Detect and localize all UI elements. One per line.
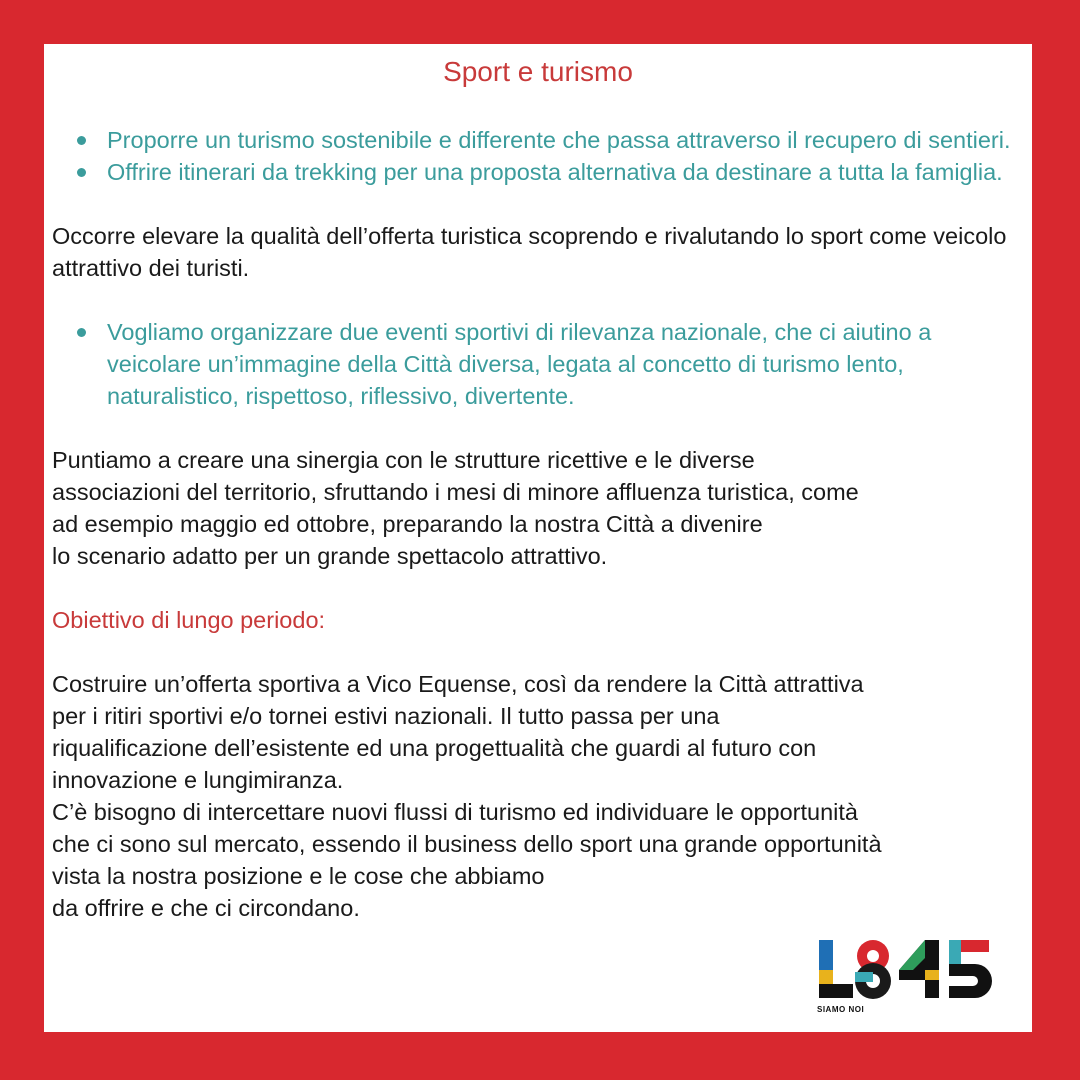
bullet-icon — [77, 328, 86, 337]
section-heading: Obiettivo di lungo periodo: — [52, 607, 326, 633]
list-item: Proporre un turismo sostenibile e differente che passa attraverso il recupero di sentieri. — [107, 124, 1027, 156]
paragraph-quality: Occorre elevare la qualità dell’offerta turistica scoprendo e rivalutando lo sport come veicolo attrattivo dei turisti. — [52, 223, 1007, 281]
paragraph-objective: Costruire un’offerta sportiva a Vico Equense, così da rendere la Città attrattiva per i ritiri sportivi e/o tornei estivi nazionali. Il tutto passa per una riqualificazione dell’esistente ed una progettualità che guardi al futuro con innovazione e lungimiranza. C’è bisogno di intercettare nuovi flussi di turismo ed individuare le opportunità che ci sono sul mercato, essendo il business dello sport una grande opportunità vista la nostra posizione e le cose che abbiamo da offrire e che ci circondano. — [52, 671, 882, 921]
list-item: Offrire itinerari da trekking per una proposta alternativa da destinare a tutta la famiglia. — [107, 156, 1027, 188]
main-content — [52, 124, 1027, 924]
logo-mark-icon — [815, 934, 1000, 1014]
page-title: Sport e turismo — [443, 56, 633, 87]
l845-logo — [815, 934, 1000, 1014]
content-card — [44, 44, 1032, 1032]
list-item: Vogliamo organizzare due eventi sportivi di rilevanza nazionale, che ci aiutino a veicolare un’immagine della Città diversa, legata al concetto di turismo lento, naturalistico, rispettoso, riflessivo, divertente. — [107, 316, 1027, 412]
logo-tagline: SIAMO NOI — [817, 1005, 865, 1014]
bullet-icon — [77, 168, 86, 177]
bullet-icon — [77, 136, 86, 145]
paragraph-synergy: Puntiamo a creare una sinergia con le strutture ricettive e le diverse associazioni del territorio, sfruttando i mesi di minore affluenza turistica, come ad esempio maggio ed ottobre, preparando la nostra Città a divenire lo scenario adatto per un grande spettacolo attrattivo. — [52, 447, 859, 569]
bullet-list-1 — [52, 124, 1027, 188]
bullet-list-2 — [52, 316, 1027, 412]
